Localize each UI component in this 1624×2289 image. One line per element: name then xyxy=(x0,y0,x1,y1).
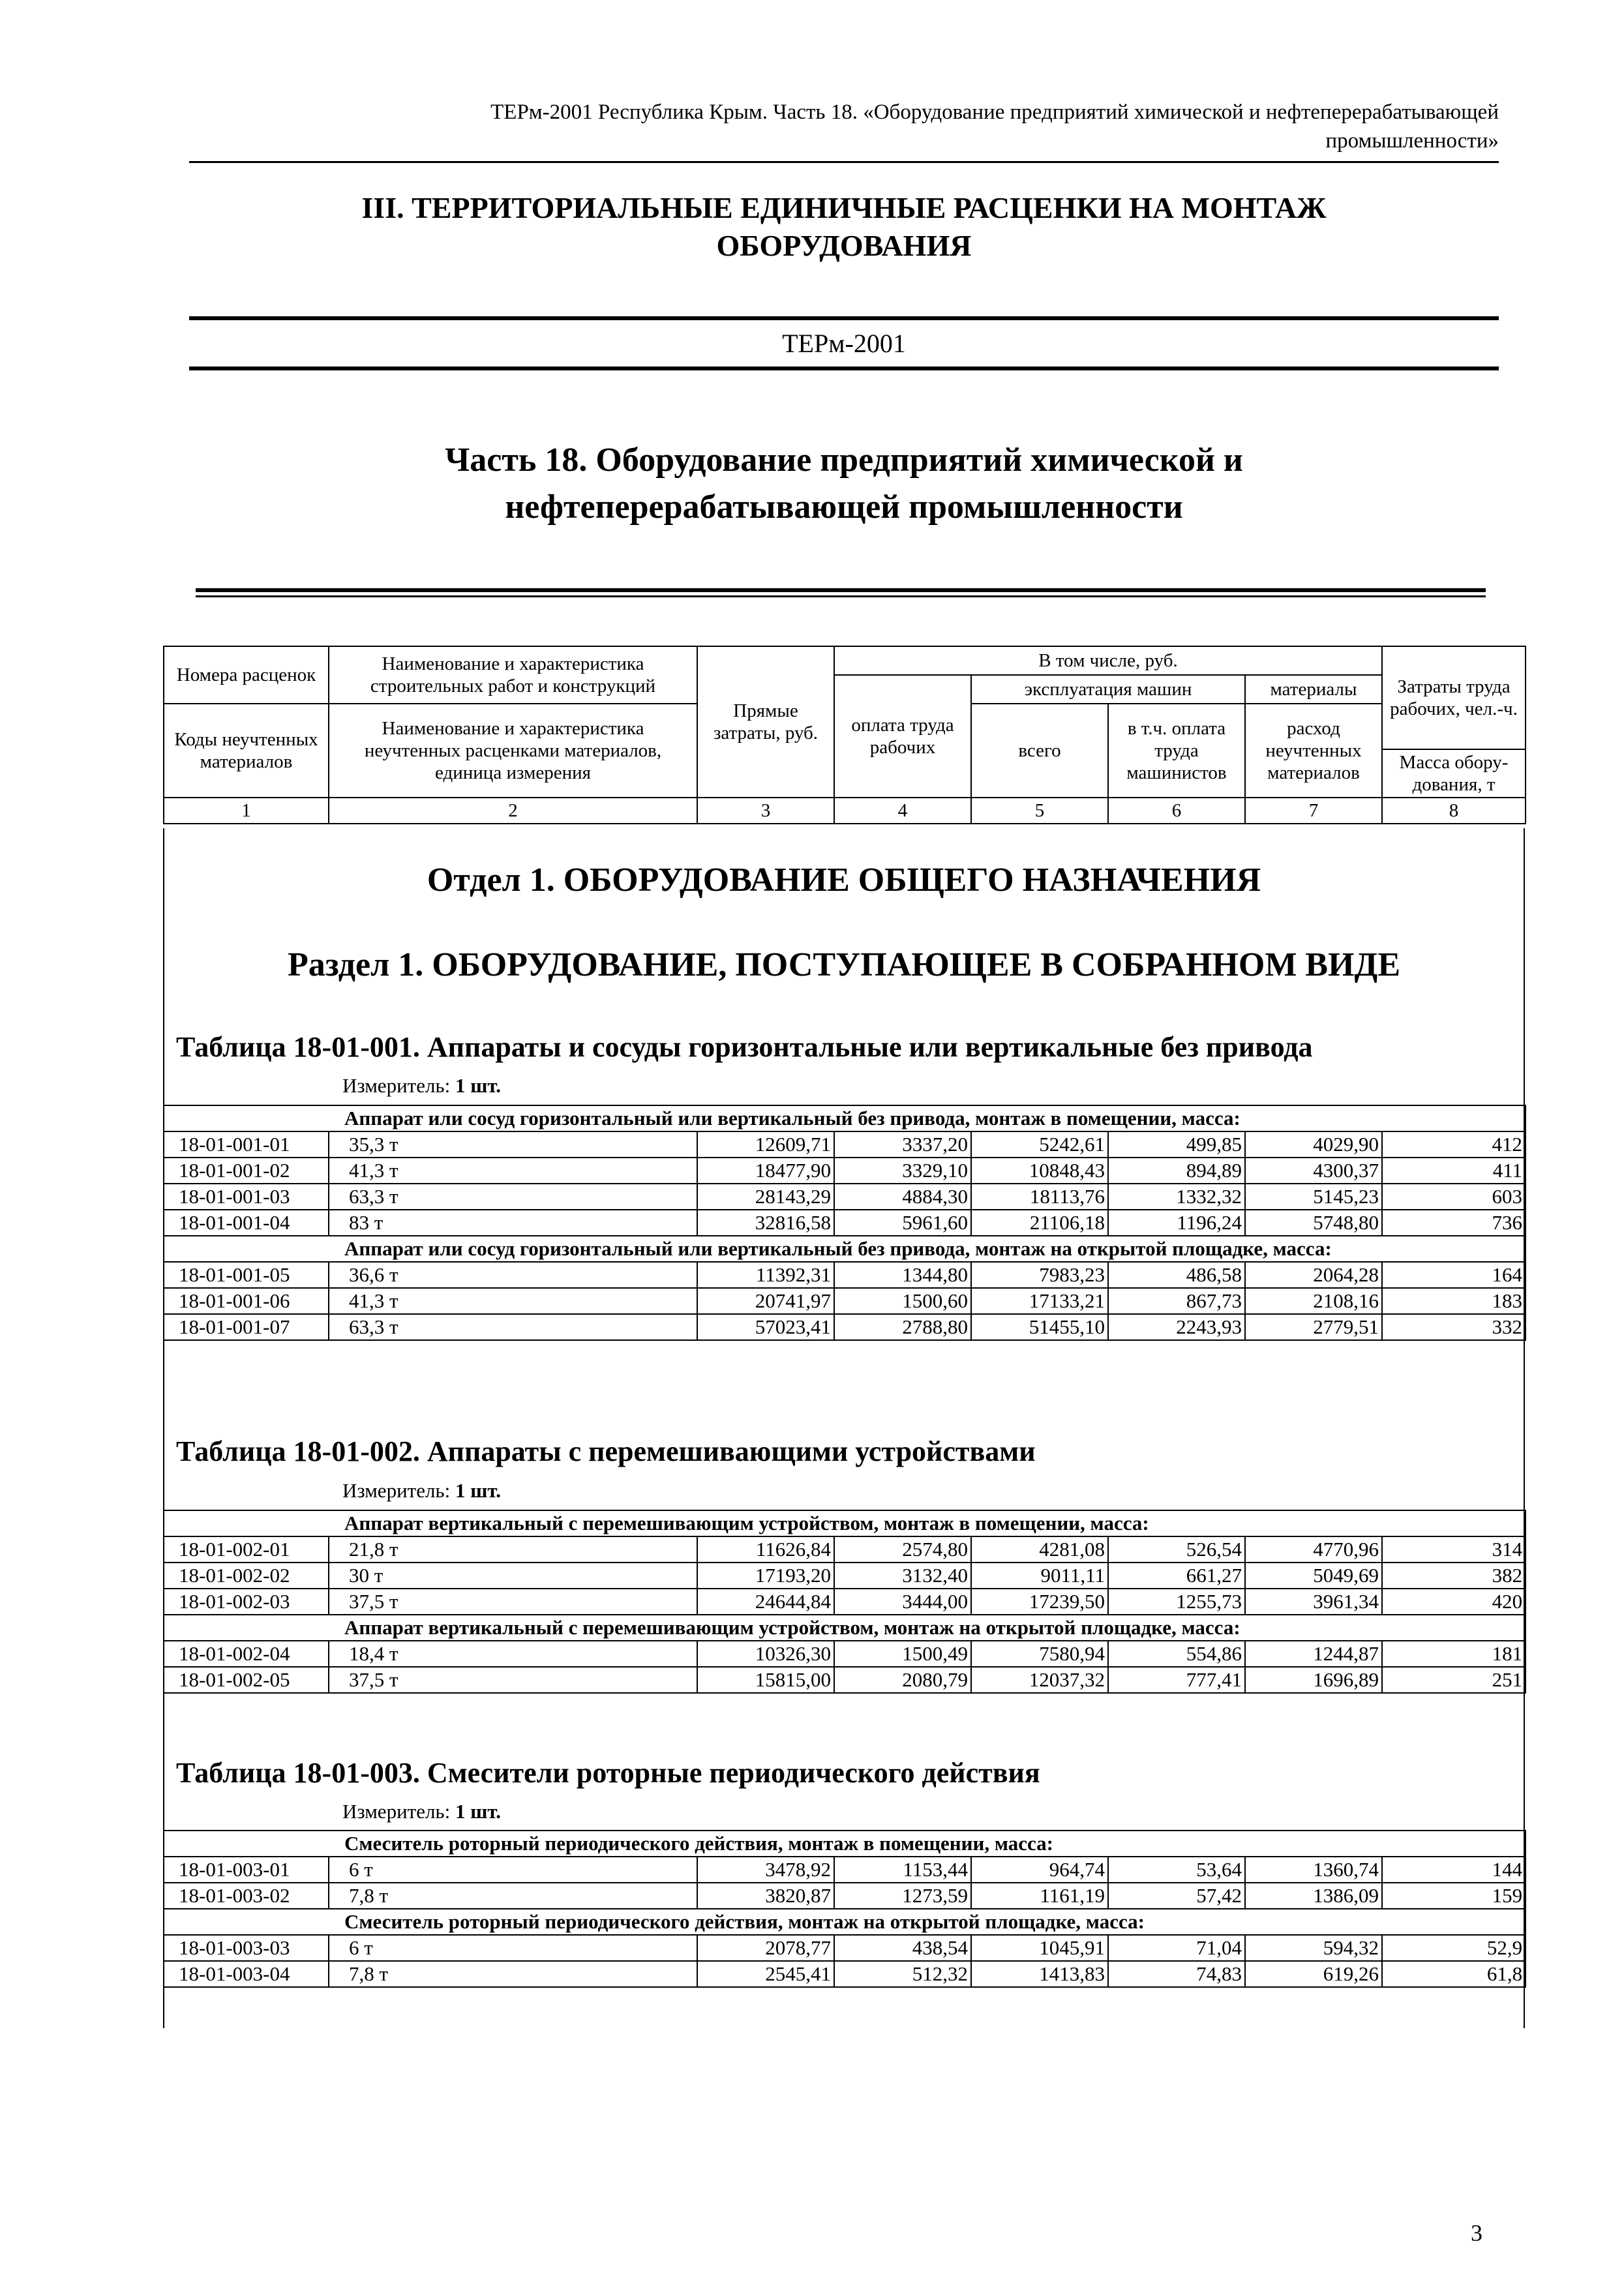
table-row xyxy=(164,1210,1526,1236)
direct-cost: 3820,87 xyxy=(697,1883,834,1909)
material-cost: 619,26 xyxy=(1245,1961,1382,1987)
rate-code: 18-01-002-01 xyxy=(164,1536,329,1563)
running-header xyxy=(189,98,1499,155)
material-cost: 4300,37 xyxy=(1245,1158,1382,1184)
machine-cost: 9011,11 xyxy=(971,1563,1108,1589)
page-number: 3 xyxy=(1471,2220,1482,2246)
machine-cost: 51455,10 xyxy=(971,1314,1108,1340)
labor-cost: 2788,80 xyxy=(834,1314,971,1340)
machinist-cost: 71,04 xyxy=(1108,1935,1245,1961)
work-name: 18,4 т xyxy=(329,1641,697,1667)
meter-value: 1 шт. xyxy=(455,1479,502,1502)
meter-label: Измеритель: xyxy=(342,1479,451,1502)
running-header-line-1: ТЕРм-2001 Республика Крым. Часть 18. «Оборудование предприятий химической и нефтеперерабатывающей xyxy=(490,100,1499,124)
work-name: 7,8 т xyxy=(329,1961,697,1987)
header-num-3: 3 xyxy=(697,798,834,824)
labor-cost: 3329,10 xyxy=(834,1158,971,1184)
machinist-cost: 1255,73 xyxy=(1108,1589,1245,1615)
table-row xyxy=(164,1935,1526,1961)
machine-cost: 5242,61 xyxy=(971,1131,1108,1158)
rates-table xyxy=(163,1510,1526,1694)
direct-cost: 18477,90 xyxy=(697,1158,834,1184)
rate-code: 18-01-001-05 xyxy=(164,1262,329,1288)
labor-cost: 3444,00 xyxy=(834,1589,971,1615)
machine-cost: 21106,18 xyxy=(971,1210,1108,1236)
table-row xyxy=(164,1314,1526,1340)
part-title xyxy=(189,437,1499,531)
header-rule xyxy=(189,161,1499,163)
machinist-cost: 554,86 xyxy=(1108,1641,1245,1667)
table-title: Таблица 18-01-001. Аппараты и сосуды горизонтальные или вертикальные без привода xyxy=(176,1031,1313,1063)
labor-cost: 1500,49 xyxy=(834,1641,971,1667)
header-num-2: 2 xyxy=(329,798,697,824)
header-col4: оплата труда рабочих xyxy=(834,675,971,798)
machinist-cost: 894,89 xyxy=(1108,1158,1245,1184)
labor-cost: 4884,30 xyxy=(834,1184,971,1210)
labor-hours: 420 xyxy=(1382,1589,1526,1615)
table-row xyxy=(164,1536,1526,1563)
meter-line xyxy=(342,1800,501,1823)
labor-hours: 159 xyxy=(1382,1883,1526,1909)
group-heading-row xyxy=(164,1105,1526,1131)
part-title-line-1: Часть 18. Оборудование предприятий химической и xyxy=(445,441,1243,479)
header-col8-bottom: Масса обору-дования, т xyxy=(1382,749,1526,798)
work-name: 37,5 т xyxy=(329,1667,697,1693)
machine-cost: 10848,43 xyxy=(971,1158,1108,1184)
header-materials: материалы xyxy=(1245,675,1382,704)
header-col2-bottom: Наименование и характеристика неучтенных расценками материалов, единица измерения xyxy=(329,704,697,798)
header-num-6: 6 xyxy=(1108,798,1245,824)
labor-cost: 5961,60 xyxy=(834,1210,971,1236)
group-heading-row xyxy=(164,1510,1526,1536)
header-col1-bottom: Коды неучтенных материалов xyxy=(164,704,329,798)
material-cost: 5748,80 xyxy=(1245,1210,1382,1236)
razdel-heading: Раздел 1. ОБОРУДОВАНИЕ, ПОСТУПАЮЩЕЕ В СОБРАННОМ ВИДЕ xyxy=(287,946,1401,983)
table-row xyxy=(164,1158,1526,1184)
work-name: 63,3 т xyxy=(329,1184,697,1210)
material-cost: 2779,51 xyxy=(1245,1314,1382,1340)
labor-cost: 1153,44 xyxy=(834,1857,971,1883)
work-name: 37,5 т xyxy=(329,1589,697,1615)
section-title-line-2: ОБОРУДОВАНИЯ xyxy=(716,229,972,262)
table-row xyxy=(164,1288,1526,1314)
table-row xyxy=(164,1589,1526,1615)
header-machines: эксплуатация машин xyxy=(971,675,1245,704)
labor-hours: 164 xyxy=(1382,1262,1526,1288)
rate-code: 18-01-003-03 xyxy=(164,1935,329,1961)
machinist-cost: 53,64 xyxy=(1108,1857,1245,1883)
work-name: 21,8 т xyxy=(329,1536,697,1563)
table-row xyxy=(164,1563,1526,1589)
material-cost: 5145,23 xyxy=(1245,1184,1382,1210)
material-cost: 1244,87 xyxy=(1245,1641,1382,1667)
work-name: 35,3 т xyxy=(329,1131,697,1158)
labor-hours: 736 xyxy=(1382,1210,1526,1236)
direct-cost: 11392,31 xyxy=(697,1262,834,1288)
labor-hours: 183 xyxy=(1382,1288,1526,1314)
direct-cost: 24644,84 xyxy=(697,1589,834,1615)
material-cost: 2064,28 xyxy=(1245,1262,1382,1288)
header-col8-top: Затраты труда рабочих, чел.-ч. xyxy=(1382,646,1526,749)
machine-cost: 7983,23 xyxy=(971,1262,1108,1288)
machine-cost: 18113,76 xyxy=(971,1184,1108,1210)
labor-cost: 3337,20 xyxy=(834,1131,971,1158)
column-header-table xyxy=(163,646,1526,824)
machinist-cost: 867,73 xyxy=(1108,1288,1245,1314)
machinist-cost: 74,83 xyxy=(1108,1961,1245,1987)
labor-cost: 512,32 xyxy=(834,1961,971,1987)
group-heading: Смеситель роторный периодического действия, монтаж в помещении, масса: xyxy=(164,1831,1526,1857)
group-heading: Аппарат вертикальный с перемешивающим устройством, монтаж в помещении, масса: xyxy=(164,1510,1526,1536)
work-name: 36,6 т xyxy=(329,1262,697,1288)
machine-cost: 17239,50 xyxy=(971,1589,1108,1615)
rates-table xyxy=(163,1105,1526,1341)
material-cost: 594,32 xyxy=(1245,1935,1382,1961)
labor-hours: 61,8 xyxy=(1382,1961,1526,1987)
direct-cost: 2545,41 xyxy=(697,1961,834,1987)
header-col7: расход неучтенных материалов xyxy=(1245,704,1382,798)
header-num-8: 8 xyxy=(1382,798,1526,824)
header-col2-top: Наименование и характеристика строительных работ и конструкций xyxy=(329,646,697,704)
term-rule-bottom xyxy=(189,367,1499,370)
material-cost: 5049,69 xyxy=(1245,1563,1382,1589)
labor-cost: 1344,80 xyxy=(834,1262,971,1288)
rate-code: 18-01-001-01 xyxy=(164,1131,329,1158)
machine-cost: 4281,08 xyxy=(971,1536,1108,1563)
rate-code: 18-01-003-01 xyxy=(164,1857,329,1883)
direct-cost: 32816,58 xyxy=(697,1210,834,1236)
machine-cost: 17133,21 xyxy=(971,1288,1108,1314)
direct-cost: 20741,97 xyxy=(697,1288,834,1314)
labor-hours: 603 xyxy=(1382,1184,1526,1210)
direct-cost: 57023,41 xyxy=(697,1314,834,1340)
work-name: 6 т xyxy=(329,1857,697,1883)
meter-value: 1 шт. xyxy=(455,1074,502,1097)
work-name: 83 т xyxy=(329,1210,697,1236)
double-rule-top xyxy=(196,588,1486,592)
machinist-cost: 526,54 xyxy=(1108,1536,1245,1563)
machine-cost: 1413,83 xyxy=(971,1961,1108,1987)
header-incl: В том числе, руб. xyxy=(834,646,1382,675)
section-title-line-1: III. ТЕРРИТОРИАЛЬНЫЕ ЕДИНИЧНЫЕ РАСЦЕНКИ НА МОНТАЖ xyxy=(361,191,1327,224)
table-title: Таблица 18-01-002. Аппараты с перемешивающими устройствами xyxy=(176,1435,1036,1467)
material-cost: 3961,34 xyxy=(1245,1589,1382,1615)
labor-hours: 332 xyxy=(1382,1314,1526,1340)
meter-line xyxy=(342,1074,501,1098)
direct-cost: 28143,29 xyxy=(697,1184,834,1210)
rates-table xyxy=(163,1830,1526,1988)
rate-code: 18-01-002-04 xyxy=(164,1641,329,1667)
labor-hours: 412 xyxy=(1382,1131,1526,1158)
rate-code: 18-01-003-04 xyxy=(164,1961,329,1987)
table-row xyxy=(164,1667,1526,1693)
work-name: 30 т xyxy=(329,1563,697,1589)
table-row xyxy=(164,1262,1526,1288)
table-row xyxy=(164,1131,1526,1158)
group-heading-row xyxy=(164,1615,1526,1641)
labor-hours: 251 xyxy=(1382,1667,1526,1693)
rate-code: 18-01-001-06 xyxy=(164,1288,329,1314)
direct-cost: 15815,00 xyxy=(697,1667,834,1693)
rate-code: 18-01-002-02 xyxy=(164,1563,329,1589)
labor-hours: 52,9 xyxy=(1382,1935,1526,1961)
rate-code: 18-01-002-05 xyxy=(164,1667,329,1693)
machine-cost: 964,74 xyxy=(971,1857,1108,1883)
machine-cost: 7580,94 xyxy=(971,1641,1108,1667)
labor-hours: 314 xyxy=(1382,1536,1526,1563)
direct-cost: 2078,77 xyxy=(697,1935,834,1961)
group-heading: Смеситель роторный периодического действия, монтаж на открытой площадке, масса: xyxy=(164,1909,1526,1935)
table-row xyxy=(164,1961,1526,1987)
rate-code: 18-01-001-03 xyxy=(164,1184,329,1210)
work-name: 41,3 т xyxy=(329,1158,697,1184)
header-col6: в т.ч. оплата труда машинистов xyxy=(1108,704,1245,798)
header-col1-top: Номера расценок xyxy=(164,646,329,704)
labor-cost: 2080,79 xyxy=(834,1667,971,1693)
machine-cost: 1161,19 xyxy=(971,1883,1108,1909)
labor-cost: 2574,80 xyxy=(834,1536,971,1563)
group-heading-row xyxy=(164,1909,1526,1935)
header-num-1: 1 xyxy=(164,798,329,824)
meter-line xyxy=(342,1479,501,1503)
table-row xyxy=(164,1883,1526,1909)
labor-hours: 181 xyxy=(1382,1641,1526,1667)
table-row xyxy=(164,1857,1526,1883)
group-heading: Аппарат или сосуд горизонтальный или вертикальный без привода, монтаж в помещении, масса: xyxy=(164,1105,1526,1131)
meter-value: 1 шт. xyxy=(455,1800,502,1823)
group-heading-row xyxy=(164,1236,1526,1262)
term-label: ТЕРм-2001 xyxy=(782,329,906,358)
material-cost: 1360,74 xyxy=(1245,1857,1382,1883)
labor-cost: 1273,59 xyxy=(834,1883,971,1909)
direct-cost: 17193,20 xyxy=(697,1563,834,1589)
rate-code: 18-01-003-02 xyxy=(164,1883,329,1909)
section-title xyxy=(189,189,1499,265)
machinist-cost: 499,85 xyxy=(1108,1131,1245,1158)
labor-hours: 411 xyxy=(1382,1158,1526,1184)
direct-cost: 12609,71 xyxy=(697,1131,834,1158)
rate-code: 18-01-001-07 xyxy=(164,1314,329,1340)
machinist-cost: 57,42 xyxy=(1108,1883,1245,1909)
work-name: 6 т xyxy=(329,1935,697,1961)
table-row xyxy=(164,1184,1526,1210)
work-name: 7,8 т xyxy=(329,1883,697,1909)
rate-code: 18-01-002-03 xyxy=(164,1589,329,1615)
table-row xyxy=(164,1641,1526,1667)
table-title: Таблица 18-01-003. Смесители роторные периодического действия xyxy=(176,1757,1040,1789)
meter-label: Измеритель: xyxy=(342,1800,451,1823)
machinist-cost: 1196,24 xyxy=(1108,1210,1245,1236)
part-title-line-2: нефтеперерабатывающей промышленности xyxy=(505,488,1183,526)
direct-cost: 11626,84 xyxy=(697,1536,834,1563)
header-col3: Прямые затраты, руб. xyxy=(697,646,834,798)
material-cost: 4029,90 xyxy=(1245,1131,1382,1158)
otdel-heading: Отдел 1. ОБОРУДОВАНИЕ ОБЩЕГО НАЗНАЧЕНИЯ xyxy=(427,861,1261,899)
machinist-cost: 2243,93 xyxy=(1108,1314,1245,1340)
header-num-5: 5 xyxy=(971,798,1108,824)
header-num-7: 7 xyxy=(1245,798,1382,824)
running-header-line-2: промышленности» xyxy=(1325,129,1499,153)
rate-code: 18-01-001-04 xyxy=(164,1210,329,1236)
machinist-cost: 1332,32 xyxy=(1108,1184,1245,1210)
machine-cost: 1045,91 xyxy=(971,1935,1108,1961)
labor-hours: 382 xyxy=(1382,1563,1526,1589)
group-heading-row xyxy=(164,1831,1526,1857)
machine-cost: 12037,32 xyxy=(971,1667,1108,1693)
labor-hours: 144 xyxy=(1382,1857,1526,1883)
group-heading: Аппарат вертикальный с перемешивающим устройством, монтаж на открытой площадке, масса: xyxy=(164,1615,1526,1641)
direct-cost: 10326,30 xyxy=(697,1641,834,1667)
header-num-4: 4 xyxy=(834,798,971,824)
machinist-cost: 661,27 xyxy=(1108,1563,1245,1589)
material-cost: 4770,96 xyxy=(1245,1536,1382,1563)
work-name: 41,3 т xyxy=(329,1288,697,1314)
header-col5: всего xyxy=(971,704,1108,798)
labor-cost: 438,54 xyxy=(834,1935,971,1961)
work-name: 63,3 т xyxy=(329,1314,697,1340)
material-cost: 1386,09 xyxy=(1245,1883,1382,1909)
meter-label: Измеритель: xyxy=(342,1074,451,1097)
group-heading: Аппарат или сосуд горизонтальный или вертикальный без привода, монтаж на открытой площадке, масса: xyxy=(164,1236,1526,1262)
material-cost: 1696,89 xyxy=(1245,1667,1382,1693)
machinist-cost: 486,58 xyxy=(1108,1262,1245,1288)
labor-cost: 3132,40 xyxy=(834,1563,971,1589)
term-rule-top xyxy=(189,316,1499,320)
rate-code: 18-01-001-02 xyxy=(164,1158,329,1184)
direct-cost: 3478,92 xyxy=(697,1857,834,1883)
machinist-cost: 777,41 xyxy=(1108,1667,1245,1693)
double-rule-bottom xyxy=(196,595,1486,597)
labor-cost: 1500,60 xyxy=(834,1288,971,1314)
material-cost: 2108,16 xyxy=(1245,1288,1382,1314)
